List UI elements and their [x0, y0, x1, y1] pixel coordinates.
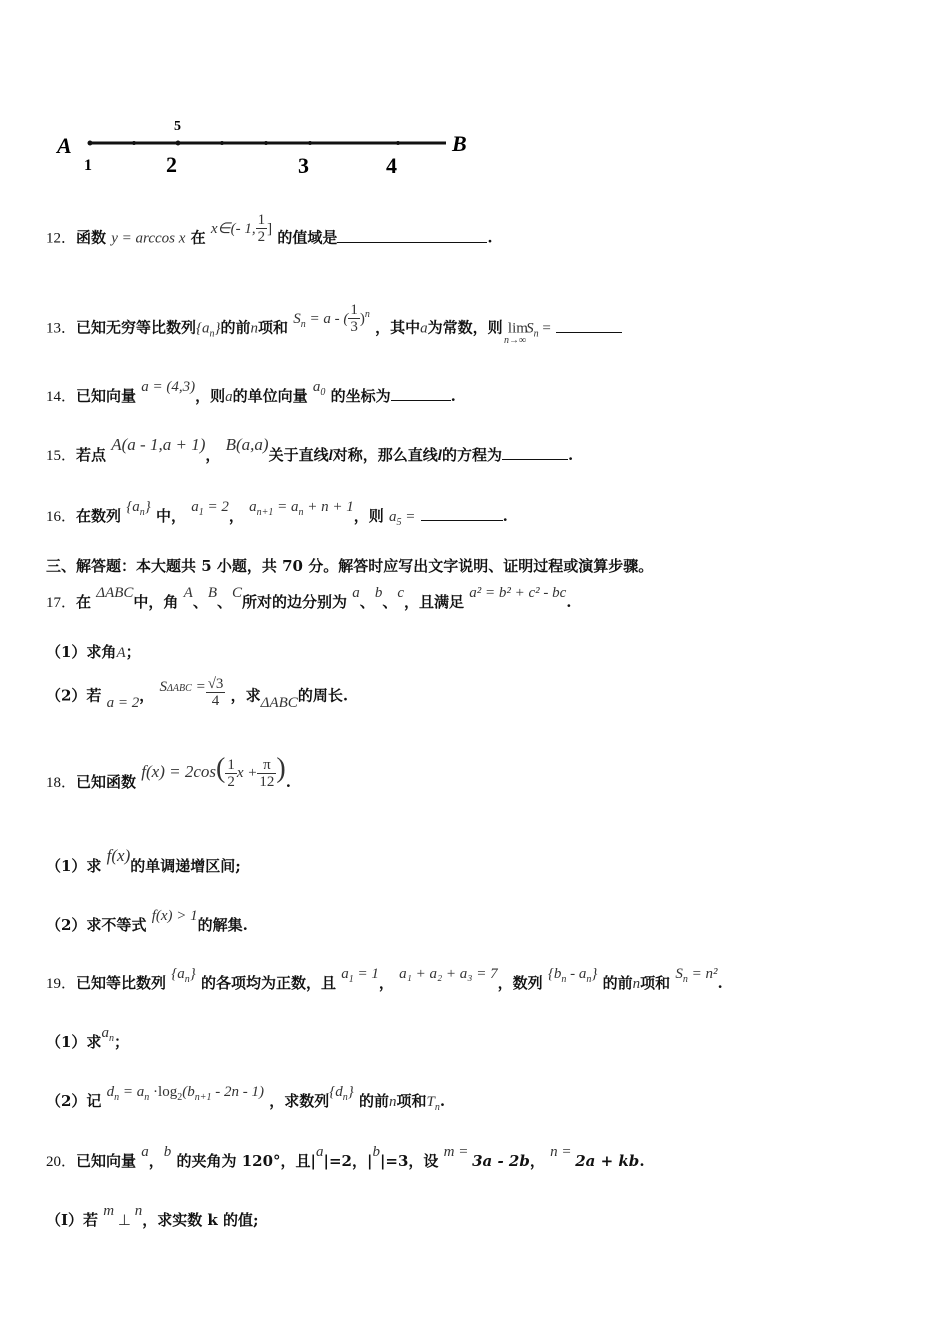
question-18-part-1: （1）求 f(x)的单调递增区间; [46, 846, 241, 875]
point-tick [220, 141, 224, 145]
answer-blank[interactable] [391, 388, 451, 401]
question-17-part-2: （2）若 a = 2， $S^{\Delta ABC}$ = $\frac{√3}{4}$ ，求ΔABC的周长. [46, 676, 349, 711]
point-4 [396, 141, 400, 145]
label-b: B [452, 131, 467, 156]
number-line-figure [0, 0, 950, 190]
point-tick [264, 141, 268, 145]
answer-blank[interactable] [421, 508, 503, 521]
point-tick [132, 141, 136, 145]
question-13: 13．已知无穷等比数列$\{a_n\}$的前n项和 $S_n = a$ - ( $\frac{1}{3}$ )$^n$ ，其中a为常数，则 $\lim_{n\to\infty}S_n$ = [46, 312, 622, 345]
point-2 [176, 141, 181, 146]
question-19: 19．已知等比数列 $\{a_n\}$ 的各项均为正数，且 $a_1 = 1$， a₁ + a₂ + a₃ = 7，数列 $\{b_n - a_n\}$ 的前n项和 $S_n = n^2$. [46, 966, 723, 992]
question-19-part-2: （2）记 $d_n = a_n \cdot\log_2(b_{n+1} - 2n - 1)$ ，求数列$\{d_n\}$ 的前n项和$T_n$. [46, 1084, 446, 1113]
question-17-part-1: （1）求角A； [46, 643, 141, 661]
question-15: 15．若点 A(a - 1,a + 1)， B(a,a)关于直线l对称，那么直线l的方程为 . [46, 435, 574, 464]
tick-label-4: 4 [386, 153, 397, 178]
question-18-part-2: （2）求不等式 f(x) > 1的解集. [46, 908, 248, 934]
section-header: 三、解答题：本大题共 5 小题，共 70 分。解答时应写出文字说明、证明过程或演算步骤。 [46, 557, 654, 575]
tick-label-3: 3 [298, 153, 309, 178]
question-20-part-1: （I）若 m ⊥ n，求实数 k 的值; [46, 1203, 259, 1229]
answer-blank[interactable] [502, 447, 568, 460]
question-14: 14．已知向量 a = (4,3)，则a的单位向量 $a_0$ 的坐标为 . [46, 379, 456, 405]
point-1 [88, 141, 93, 146]
answer-blank[interactable] [337, 230, 487, 243]
tick-label-5: 5 [174, 119, 181, 134]
point-3 [308, 141, 312, 145]
question-12: 12．函数 y = arccos x 在 x∈(- 1, $\frac{1}{2}$ ] 的值域是 . [46, 212, 493, 247]
label-a: A [57, 133, 72, 158]
answer-blank[interactable] [556, 320, 622, 333]
question-20: 20．已知向量 a，b 的夹角为 120°，且|a|=2，|b|=3，设 m = 3a - 2b， n = 2a + kb. [46, 1144, 645, 1170]
question-18: 18．已知函数 f(x) = 2cos( $\frac{1}{2}$ x + $\frac{\pi}{12}$ ). [46, 753, 291, 791]
tick-label-2: 2 [166, 152, 177, 177]
tick-label-1: 1 [84, 157, 92, 174]
question-16: 16．在数列 $\{a_n\}$ 中， $a_1 = 2$， $a_{n+1} = a_n + n + 1$，则 $a_5$ = . [46, 499, 508, 528]
question-17: 17．在 ΔABC中，角 A、B、C所对的边分别为 a、b、c，且满足 a² = b² + c² - bc. [46, 585, 572, 611]
question-19-part-1: （1）求$a_n$； [46, 1025, 129, 1051]
